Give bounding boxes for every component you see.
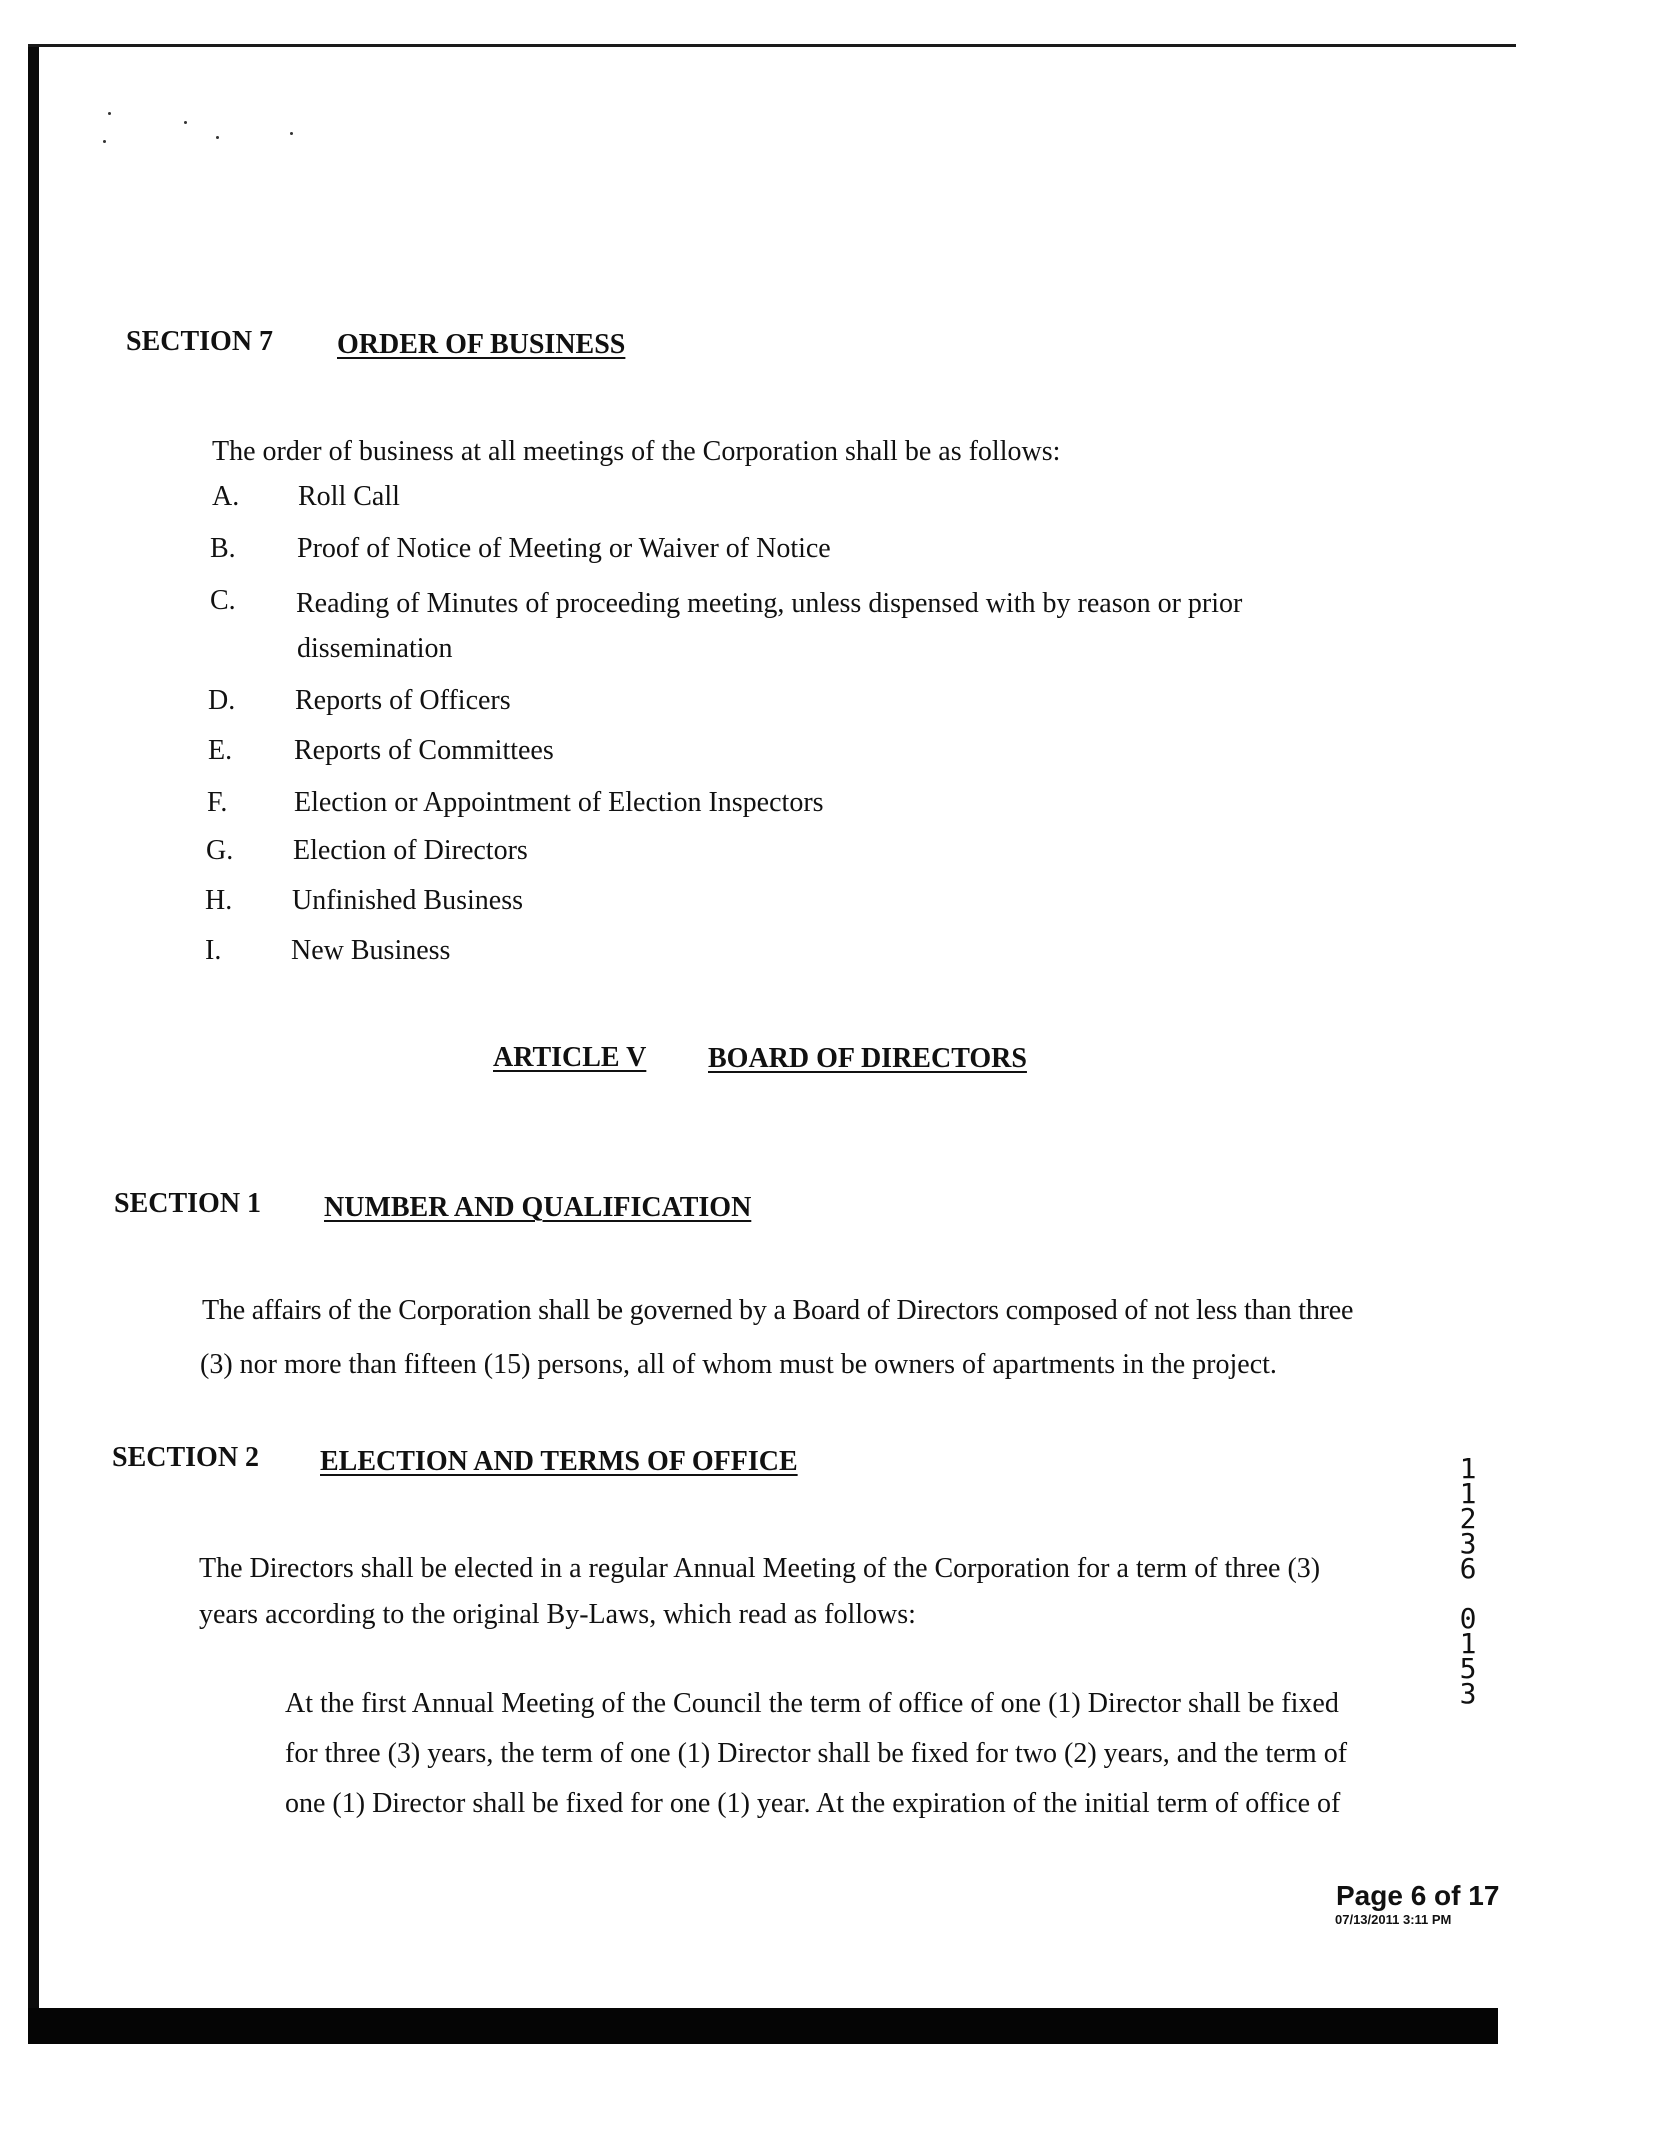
recording-number-stamp	[1456, 1452, 1480, 1710]
list-item-text-continued: dissemination	[297, 633, 453, 664]
quoted-bylaw-line-3: one (1) Director shall be fixed for one (1) year. At the expiration of the initial term of office of	[285, 1788, 1341, 1819]
list-item-text: Proof of Notice of Meeting or Waiver of Notice	[297, 533, 831, 564]
list-item-text: Election or Appointment of Election Inspectors	[294, 787, 824, 818]
list-item-letter: G.	[206, 835, 234, 866]
stamp-digit: 3	[1459, 1527, 1477, 1560]
list-item-text: Reports of Officers	[295, 685, 511, 716]
quoted-bylaw-line-1: At the first Annual Meeting of the Council the term of office of one (1) Director shall be fixed	[285, 1688, 1339, 1719]
section-2-title: ELECTION AND TERMS OF OFFICE	[320, 1446, 798, 1477]
article-label: ARTICLE V	[493, 1042, 647, 1073]
stamp-digit: 1	[1459, 1452, 1477, 1485]
list-item-text: Reading of Minutes of proceeding meeting, unless dispensed with by reason or prior	[296, 588, 1243, 619]
scan-border-bottom	[28, 2008, 1498, 2044]
list-item-text: Roll Call	[298, 481, 400, 512]
list-item-letter: D.	[208, 685, 236, 716]
section-2-number: SECTION 2	[112, 1442, 260, 1473]
scan-speck	[184, 121, 187, 124]
section-7-title: ORDER OF BUSINESS	[337, 329, 626, 360]
section-1-number: SECTION 1	[114, 1188, 262, 1219]
section-2-text-line-2: years according to the original By-Laws, which read as follows:	[199, 1599, 916, 1630]
scan-border-top	[28, 44, 1516, 47]
list-item-text: Reports of Committees	[294, 735, 554, 766]
stamp-digit: 1	[1459, 1627, 1477, 1660]
stamp-digit: 5	[1459, 1652, 1477, 1685]
stamp-digit: 1	[1459, 1477, 1477, 1510]
section-7-intro: The order of business at all meetings of the Corporation shall be as follows:	[212, 436, 1061, 467]
list-item-text: New Business	[291, 935, 451, 966]
list-item-text: Election of Directors	[293, 835, 528, 866]
article-title: BOARD OF DIRECTORS	[708, 1043, 1027, 1074]
scan-border-left	[28, 44, 39, 2030]
list-item-text: Unfinished Business	[292, 885, 523, 916]
list-item-letter: I.	[205, 935, 222, 966]
section-7-number: SECTION 7	[126, 326, 274, 357]
stamp-digit: 3	[1459, 1677, 1477, 1710]
stamp-digit: 6	[1459, 1552, 1477, 1585]
list-item-letter: H.	[205, 885, 233, 916]
page-timestamp: 07/13/2011 3:11 PM	[1335, 1912, 1452, 1927]
list-item-letter: F.	[207, 787, 228, 818]
list-item-letter: A.	[212, 481, 240, 512]
quoted-bylaw-line-2: for three (3) years, the term of one (1) Director shall be fixed for two (2) years, and the term of	[285, 1738, 1348, 1769]
scan-speck	[216, 136, 219, 139]
section-2-text-line-1: The Directors shall be elected in a regular Annual Meeting of the Corporation for a term of three (3)	[199, 1553, 1321, 1584]
scan-speck	[103, 140, 106, 143]
list-item-letter: E.	[208, 735, 233, 766]
section-1-text-line-1: The affairs of the Corporation shall be governed by a Board of Directors composed of not less than three	[202, 1295, 1354, 1326]
stamp-digit: 2	[1459, 1502, 1477, 1535]
list-item-letter: C.	[210, 585, 236, 616]
list-item-letter: B.	[210, 533, 236, 564]
scan-speck	[290, 132, 293, 135]
section-1-text-line-2: (3) nor more than fifteen (15) persons, all of whom must be owners of apartments in the project.	[200, 1349, 1277, 1380]
scan-speck	[108, 112, 111, 115]
section-1-title: NUMBER AND QUALIFICATION	[324, 1192, 752, 1223]
stamp-digit: 0	[1459, 1602, 1477, 1635]
page-number: Page 6 of 17	[1336, 1880, 1500, 1911]
